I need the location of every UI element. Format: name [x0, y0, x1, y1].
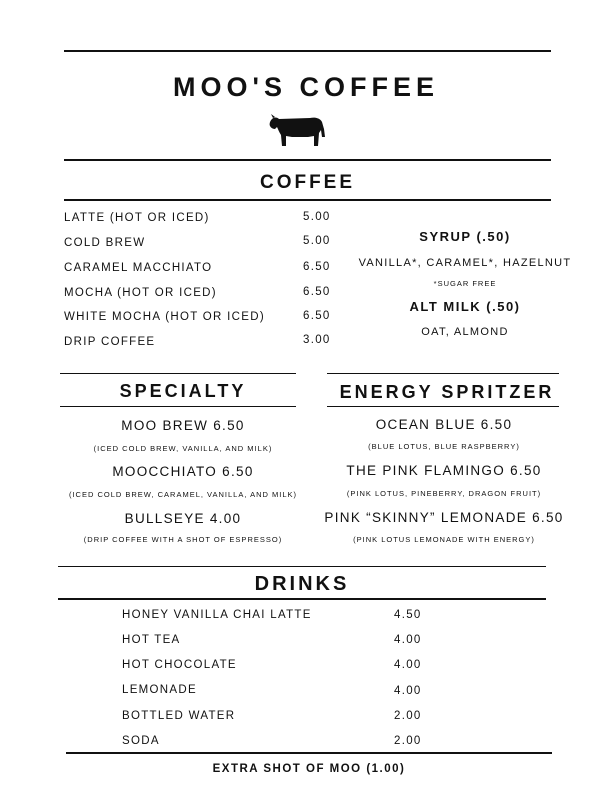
energy-item-name: THE PINK FLAMINGO 6.50 [346, 463, 542, 478]
coffee-section-title: COFFEE [259, 172, 356, 193]
coffee-item-price: 6.50 [303, 261, 331, 273]
coffee-item-price: 5.00 [303, 211, 331, 223]
coffee-item-name: COLD BREW [64, 237, 146, 249]
coffee-item-price: 6.50 [303, 286, 331, 298]
specialty-item-desc: (ICED COLD BREW, CARAMEL, VANILLA, AND MILK) [68, 490, 298, 499]
energy-section-title: ENERGY SPRITZER [339, 382, 555, 402]
alt-milk-title: ALT MILK (.50) [409, 299, 521, 314]
coffee-item-price: 3.00 [303, 334, 331, 346]
drinks-item-price: 4.00 [394, 685, 422, 697]
coffee-item-name: DRIP COFFEE [64, 336, 156, 348]
drinks-top-rule [58, 566, 546, 567]
drinks-section-title: DRINKS [254, 573, 350, 595]
energy-item-desc: (PINK LOTUS, PINEBERRY, DRAGON FRUIT) [346, 489, 542, 498]
footer-rule [66, 752, 552, 754]
specialty-bottom-rule [60, 406, 296, 407]
specialty-item-name: BULLSEYE 4.00 [124, 511, 242, 526]
drinks-item-name: BOTTLED WATER [122, 710, 236, 722]
coffee-item-name: LATTE (HOT OR ICED) [64, 212, 210, 224]
coffee-item-name: WHITE MOCHA (HOT OR ICED) [64, 311, 265, 323]
drinks-item-name: SODA [122, 735, 160, 747]
energy-item-desc: (BLUE LOTUS, BLUE RASPBERRY) [368, 442, 520, 451]
specialty-item-desc: (ICED COLD BREW, VANILLA, AND MILK) [93, 444, 273, 453]
specialty-item-name: MOO BREW 6.50 [121, 418, 245, 433]
specialty-section-title: SPECIALTY [119, 381, 247, 401]
drinks-item-name: HOT CHOCOLATE [122, 659, 237, 671]
menu-title: MOO'S COFFEE [173, 72, 439, 102]
top-rule [64, 50, 551, 52]
drinks-item-name: HOT TEA [122, 634, 181, 646]
energy-item-name: OCEAN BLUE 6.50 [375, 417, 513, 432]
cow-icon [268, 110, 328, 150]
drinks-item-price: 4.50 [394, 609, 422, 621]
coffee-item-name: MOCHA (HOT OR ICED) [64, 287, 217, 299]
energy-bottom-rule [327, 406, 559, 407]
specialty-top-rule [60, 373, 296, 374]
drinks-item-name: LEMONADE [122, 684, 197, 696]
drinks-item-price: 4.00 [394, 634, 422, 646]
drinks-item-price: 2.00 [394, 710, 422, 722]
syrup-options: VANILLA*, CARAMEL*, HAZELNUT [358, 257, 572, 269]
alt-milk-options: OAT, ALMOND [421, 326, 509, 338]
coffee-top-rule [64, 159, 551, 161]
drinks-bottom-rule [58, 598, 546, 600]
footer-extra-shot: EXTRA SHOT OF MOO (1.00) [212, 763, 406, 775]
coffee-item-price: 5.00 [303, 235, 331, 247]
syrup-note: *SUGAR FREE [433, 279, 497, 288]
drinks-item-name: HONEY VANILLA CHAI LATTE [122, 609, 312, 621]
energy-top-rule [327, 373, 559, 374]
syrup-title: SYRUP (.50) [419, 229, 511, 244]
coffee-item-price: 6.50 [303, 310, 331, 322]
specialty-item-desc: (DRIP COFFEE WITH A SHOT OF ESPRESSO) [83, 535, 283, 544]
coffee-bottom-rule [64, 199, 551, 201]
energy-item-name: PINK “SKINNY” LEMONADE 6.50 [324, 510, 564, 525]
drinks-item-price: 2.00 [394, 735, 422, 747]
energy-item-desc: (PINK LOTUS LEMONADE WITH ENERGY) [353, 535, 535, 544]
drinks-item-price: 4.00 [394, 659, 422, 671]
coffee-item-name: CARAMEL MACCHIATO [64, 262, 213, 274]
specialty-item-name: MOOCCHIATO 6.50 [112, 464, 254, 479]
